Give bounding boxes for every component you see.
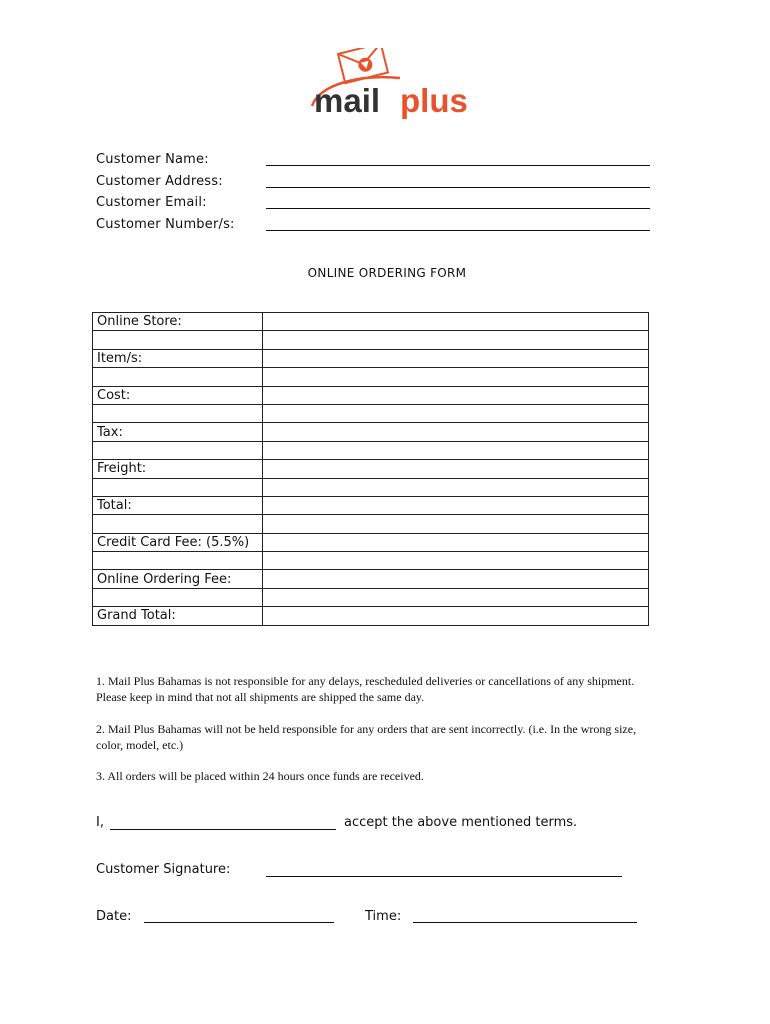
signature-label: Customer Signature: (96, 862, 231, 877)
order-row-label: Cost: (93, 386, 263, 404)
term-3: 3. All orders will be placed within 24 hours once funds are received. (96, 769, 424, 783)
order-row-value-cell[interactable] (263, 349, 649, 367)
order-spacer-cell (93, 331, 263, 349)
order-row-label: Total: (93, 496, 263, 514)
customer-address-label: Customer Address: (96, 174, 223, 189)
order-row-value-cell[interactable] (263, 570, 649, 588)
order-row-label: Tax: (93, 423, 263, 441)
order-spacer-row (93, 368, 649, 386)
order-row (93, 386, 649, 404)
customer-number-line[interactable] (266, 230, 650, 231)
order-spacer-row (93, 404, 649, 422)
order-spacer-value-cell[interactable] (263, 368, 649, 386)
logo-text-mail: mail (314, 82, 381, 119)
order-row-value-cell[interactable] (263, 533, 649, 551)
order-row (93, 607, 649, 625)
order-row-value-cell[interactable] (263, 423, 649, 441)
signature-line[interactable] (266, 876, 622, 877)
mailplus-logo (300, 48, 490, 124)
order-row (93, 460, 649, 478)
acceptance-prefix: I, (96, 815, 104, 830)
date-line[interactable] (144, 922, 334, 923)
time-label: Time: (365, 909, 402, 924)
order-spacer-cell (93, 404, 263, 422)
order-row-value-cell[interactable] (263, 607, 649, 625)
term-1: 1. Mail Plus Bahamas is not responsible for any delays, rescheduled deliveries or cancellations of any shipment. Please keep in mind that not all shipments are shipped the same day. (96, 674, 635, 704)
order-spacer-row (93, 441, 649, 459)
order-row-label: Grand Total: (93, 607, 263, 625)
order-spacer-value-cell[interactable] (263, 588, 649, 606)
order-row-label: Online Store: (93, 313, 263, 331)
order-spacer-value-cell[interactable] (263, 404, 649, 422)
customer-number-label: Customer Number/s: (96, 217, 235, 232)
order-table (92, 312, 649, 626)
form-title: ONLINE ORDERING FORM (307, 266, 467, 280)
order-row-label: Freight: (93, 460, 263, 478)
order-spacer-cell (93, 441, 263, 459)
order-row (93, 496, 649, 514)
order-row-label: Online Ordering Fee: (93, 570, 263, 588)
customer-email-label: Customer Email: (96, 195, 207, 210)
order-spacer-value-cell[interactable] (263, 552, 649, 570)
order-row (93, 533, 649, 551)
order-row (93, 570, 649, 588)
order-spacer-cell (93, 368, 263, 386)
order-spacer-cell (93, 515, 263, 533)
order-row-value-cell[interactable] (263, 496, 649, 514)
order-spacer-row (93, 588, 649, 606)
order-spacer-row (93, 552, 649, 570)
acceptance-suffix: accept the above mentioned terms. (344, 815, 578, 830)
order-row (93, 423, 649, 441)
order-row-value-cell[interactable] (263, 313, 649, 331)
order-spacer-value-cell[interactable] (263, 441, 649, 459)
order-row-label: Item/s: (93, 349, 263, 367)
customer-address-line[interactable] (266, 187, 650, 188)
order-row-value-cell[interactable] (263, 460, 649, 478)
order-row (93, 349, 649, 367)
order-spacer-cell (93, 478, 263, 496)
acceptance-name-line[interactable] (110, 829, 336, 830)
term-2: 2. Mail Plus Bahamas will not be held responsible for any orders that are sent incorrectly. (i.e. In the wrong size, color, model, etc.) (96, 722, 637, 752)
customer-name-label: Customer Name: (96, 152, 209, 167)
time-line[interactable] (413, 922, 637, 923)
customer-email-line[interactable] (266, 208, 650, 209)
order-spacer-row (93, 478, 649, 496)
order-row-label: Credit Card Fee: (5.5%) (93, 533, 263, 551)
order-spacer-row (93, 515, 649, 533)
date-label: Date: (96, 909, 132, 924)
order-spacer-value-cell[interactable] (263, 478, 649, 496)
order-spacer-value-cell[interactable] (263, 515, 649, 533)
order-spacer-cell (93, 552, 263, 570)
order-spacer-row (93, 331, 649, 349)
logo-text-plus: plus (400, 82, 468, 119)
order-spacer-cell (93, 588, 263, 606)
order-spacer-value-cell[interactable] (263, 331, 649, 349)
order-row-value-cell[interactable] (263, 386, 649, 404)
order-row (93, 313, 649, 331)
customer-name-line[interactable] (266, 165, 650, 166)
